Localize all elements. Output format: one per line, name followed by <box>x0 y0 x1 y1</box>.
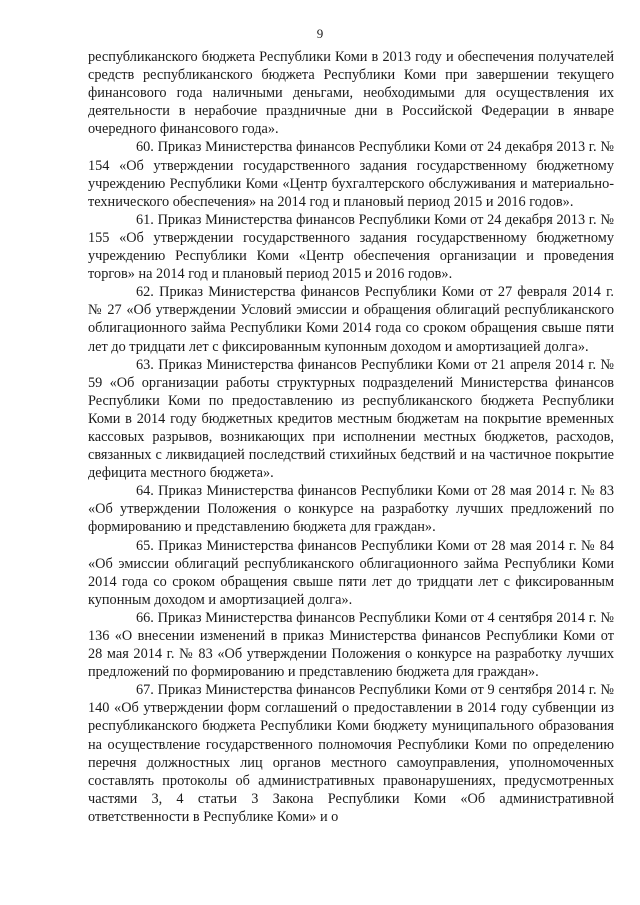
list-item-63: 63. Приказ Министерства финансов Республики Коми от 21 апреля 2014 г. № 59 «Об организации работы структурных подразделений Министерства финансов Республики Коми по предоставлению из республиканского бюджета Республики Коми в 2014 году бюджетных кредитов местным бюджетам на покрытие временных кассовых разрывов, возникающих при исполнении местных бюджетов, расходов, связанных с ликвидацией последствий стихийных бедствий и на частичное покрытие дефицита местного бюджета». <box>88 356 614 482</box>
list-item-67: 67. Приказ Министерства финансов Республики Коми от 9 сентября 2014 г. № 140 «Об утверждении форм соглашений о предоставлении в 2014 году субвенции из республиканского бюджета Республики Коми бюджету муниципального образования на осуществление государственного полномочия Республики Коми по определению перечня должностных лиц органов местного самоуправления, уполномоченных составлять протоколы об административных правонарушениях, предусмотренных частями 3, 4 статьи 3 Закона Республики Коми «Об административной ответственности в Республике Коми» и о <box>88 682 614 825</box>
list-item-65: 65. Приказ Министерства финансов Республики Коми от 28 мая 2014 г. № 84 «Об эмиссии облигаций республиканского облигационного займа Республики Коми 2014 года со сроком обращения свыше пяти лет до тридцати лет с фиксированным купонным доходом и амортизацией долга». <box>88 537 614 608</box>
list-item-62: 62. Приказ Министерства финансов Республики Коми от 27 февраля 2014 г. № 27 «Об утверждении Условий эмиссии и обращения облигаций республиканского облигационного займа Республики Коми 2014 года со сроком обращения свыше пяти лет до тридцати лет с фиксированным купонным доходом и амортизацией долга». <box>88 284 614 355</box>
document-body <box>88 48 614 826</box>
list-item-61: 61. Приказ Министерства финансов Республики Коми от 24 декабря 2013 г. № 155 «Об утверждении государственного задания государственному бюджетному учреждению Республики Коми «Центр обеспечения организации и проведения торгов» на 2014 год и плановый период 2015 и 2016 годов». <box>88 211 614 283</box>
list-item-60: 60. Приказ Министерства финансов Республики Коми от 24 декабря 2013 г. № 154 «Об утверждении государственного задания государственному бюджетному учреждению Республики Коми «Центр бухгалтерского обслуживания и материально-технического обеспечения» на 2014 год и плановый период 2015 и 2016 годов». <box>88 139 614 210</box>
page-number: 9 <box>316 26 324 41</box>
list-item-66: 66. Приказ Министерства финансов Республики Коми от 4 сентября 2014 г. № 136 «О внесении изменений в приказ Министерства финансов Республики Коми от 28 мая 2014 г. № 83 «Об утверждении Положения о конкурсе на разработку лучших предложений по формированию и представлению бюджета для граждан». <box>88 609 614 681</box>
list-item-64: 64. Приказ Министерства финансов Республики Коми от 28 мая 2014 г. № 83 «Об утверждении Положения о конкурсе на разработку лучших предложений по формированию и представлению бюджета для граждан». <box>88 483 614 536</box>
continuation-paragraph: республиканского бюджета Республики Коми в 2013 году и обеспечения получателей средств республиканского бюджета Республики Коми при завершении текущего финансового года наличными деньгами, необходимыми для осуществления их деятельности в нерабочие праздничные дни в Российской Федерации в январе очередного финансового года». <box>88 49 614 138</box>
